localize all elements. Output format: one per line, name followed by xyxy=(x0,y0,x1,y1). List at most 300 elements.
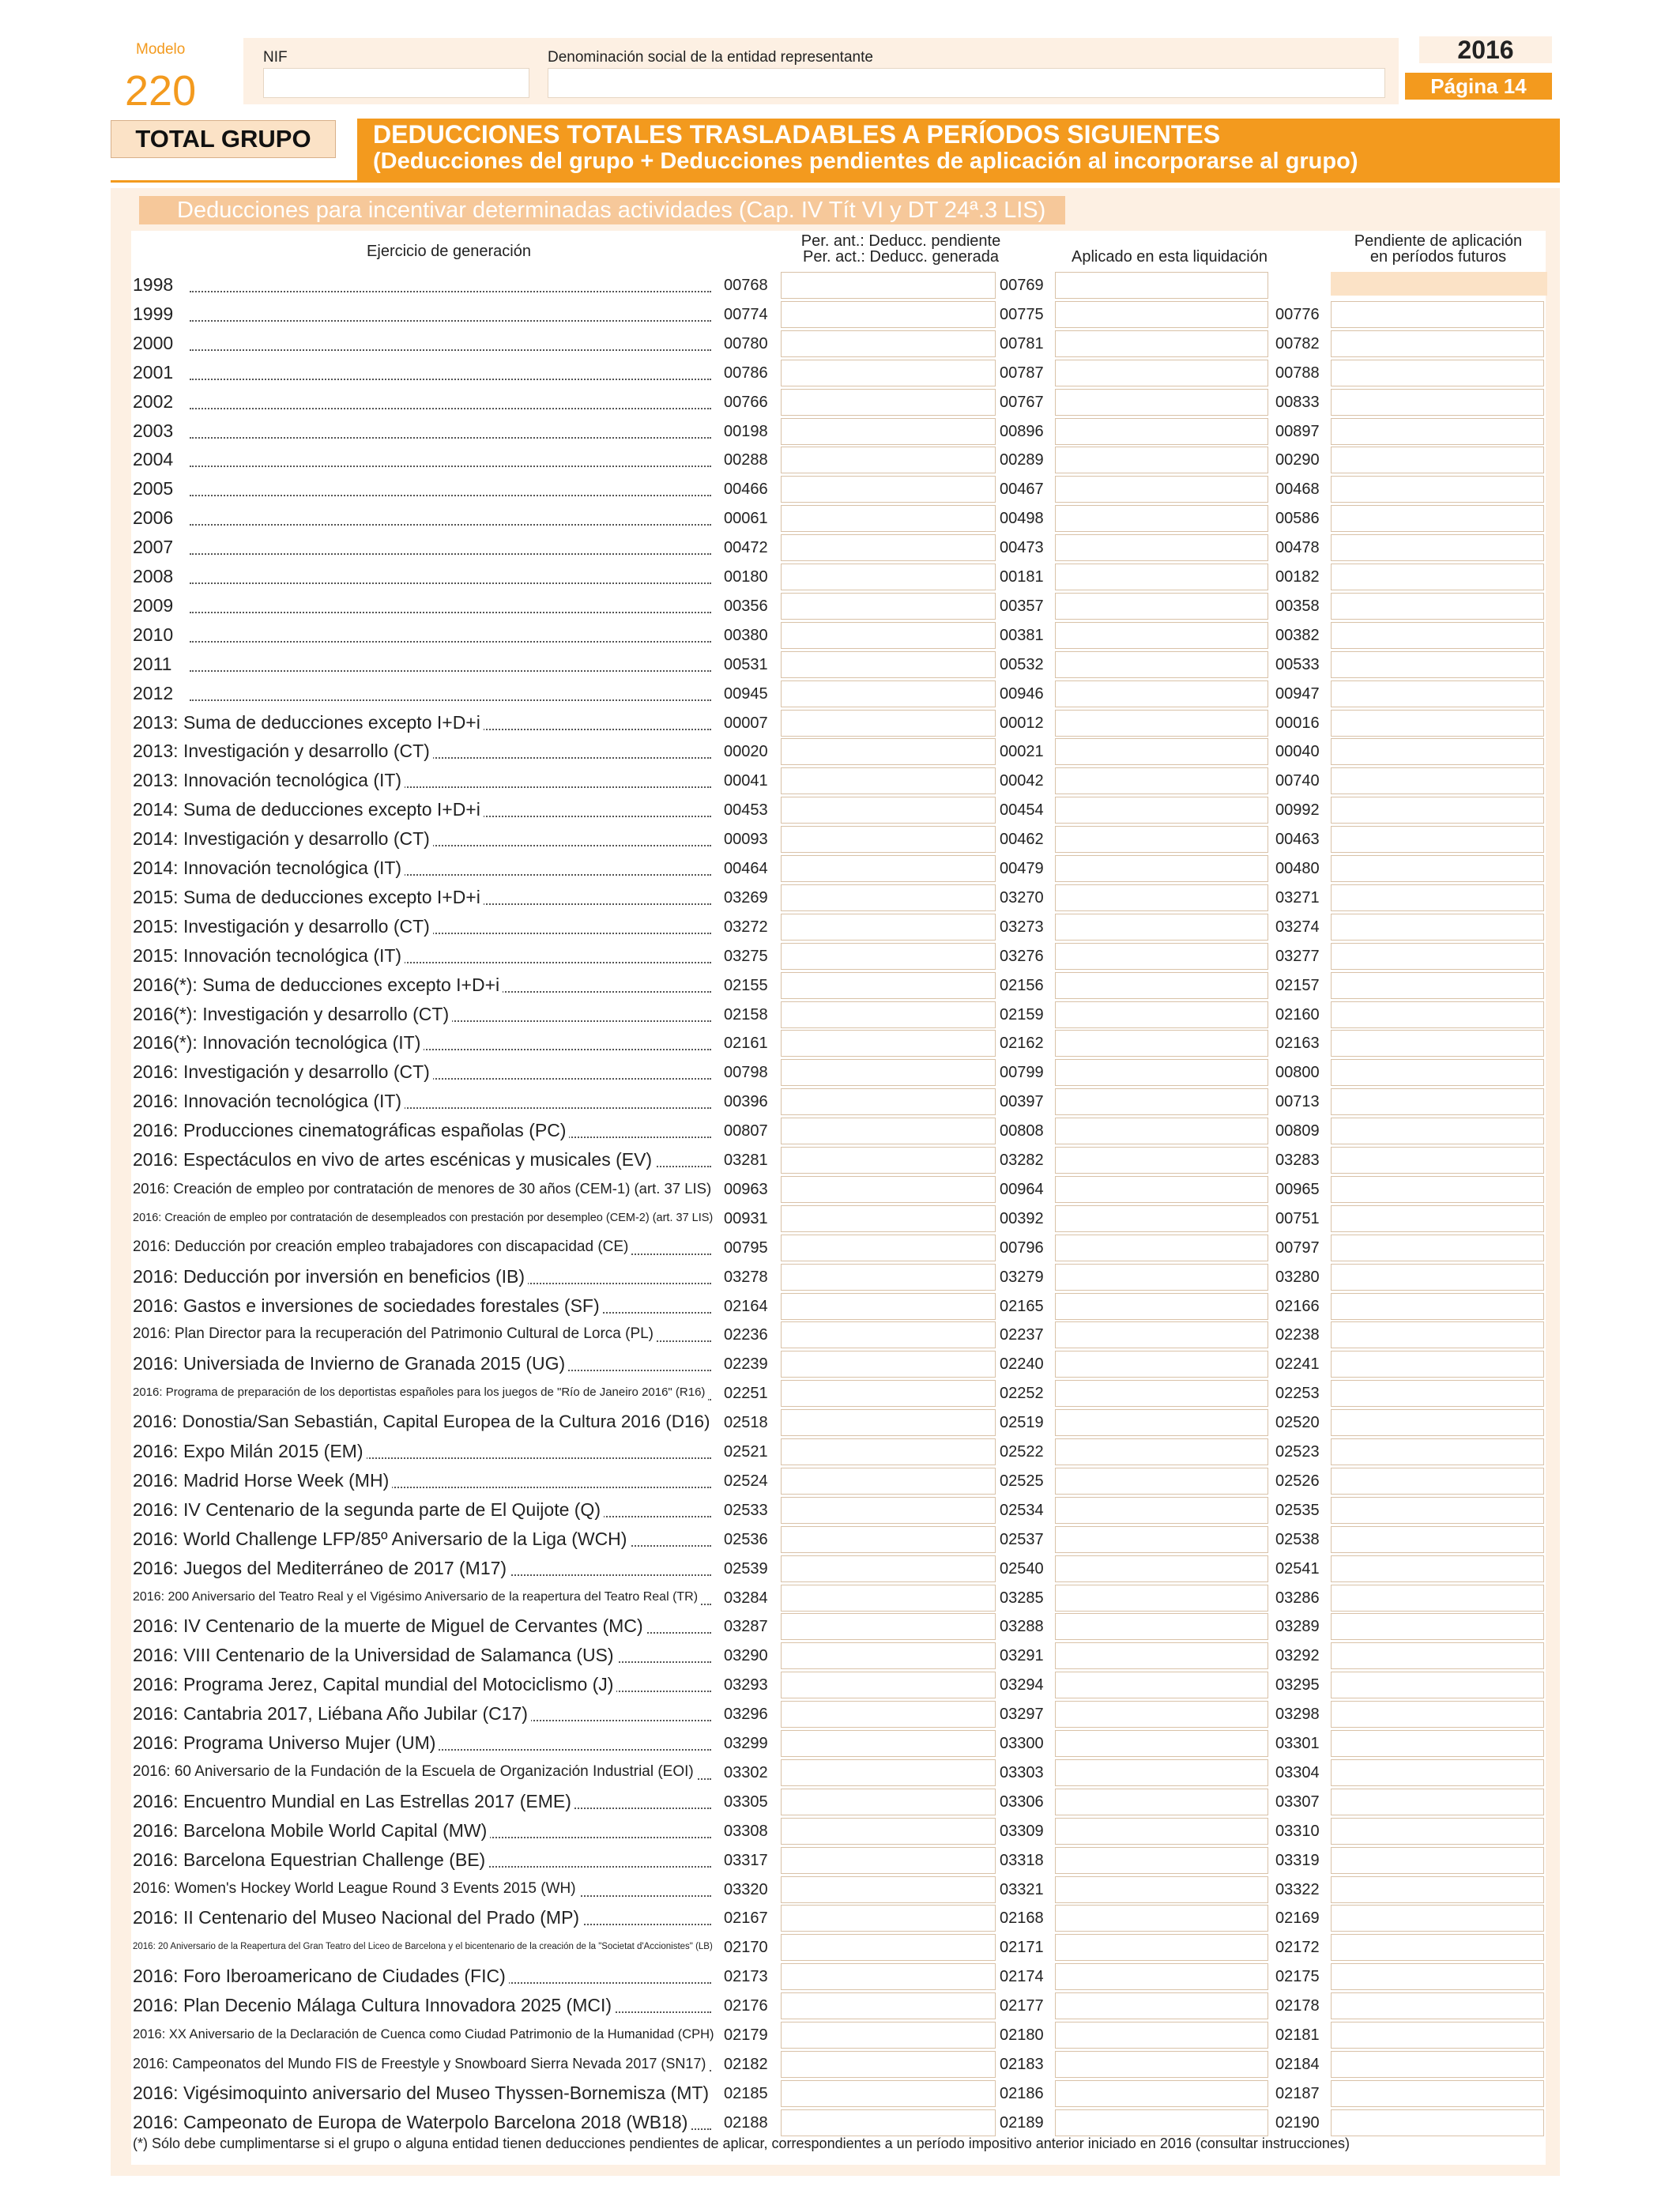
box-code: 03279 xyxy=(1000,1269,1044,1286)
amount-field[interactable] xyxy=(781,1468,996,1495)
amount-field[interactable] xyxy=(1331,505,1544,532)
amount-field[interactable] xyxy=(1331,651,1544,678)
box-code: 02253 xyxy=(1275,1385,1320,1402)
amount-field[interactable] xyxy=(1331,2051,1544,2078)
amount-field[interactable] xyxy=(781,2022,996,2049)
amount-field[interactable] xyxy=(1055,1380,1268,1407)
box-code: 00776 xyxy=(1275,306,1320,323)
amount-field[interactable] xyxy=(1055,593,1268,620)
amount-field[interactable] xyxy=(1055,1351,1268,1378)
box-code: 03302 xyxy=(724,1764,768,1781)
amount-field[interactable] xyxy=(1331,943,1544,970)
row-label: 2016: Campeonato de Europa de Waterpolo Barcelona 2018 (WB18) xyxy=(133,2113,691,2132)
leader-dots xyxy=(190,612,711,613)
amount-field[interactable] xyxy=(781,418,996,445)
amount-field[interactable] xyxy=(1055,272,1268,299)
denominacion-label: Denominación social de la entidad representante xyxy=(548,49,873,66)
amount-field[interactable] xyxy=(1331,1059,1544,1086)
amount-field[interactable] xyxy=(1331,564,1544,590)
row-label: 2016: Barcelona Mobile World Capital (MW) xyxy=(133,1821,490,1840)
amount-field[interactable] xyxy=(781,1876,996,1903)
box-code: 02170 xyxy=(724,1939,768,1956)
amount-field[interactable] xyxy=(1055,1088,1268,1115)
amount-field[interactable] xyxy=(1055,1321,1268,1348)
box-code: 03303 xyxy=(1000,1764,1044,1781)
amount-field[interactable] xyxy=(1055,1147,1268,1174)
amount-field[interactable] xyxy=(1331,1147,1544,1174)
amount-field[interactable] xyxy=(781,1205,996,1232)
amount-field[interactable] xyxy=(781,1059,996,1086)
amount-field[interactable] xyxy=(781,884,996,911)
amount-field[interactable] xyxy=(1331,1759,1544,1786)
amount-field[interactable] xyxy=(781,2109,996,2136)
row-label: 2015: Suma de deducciones excepto I+D+i xyxy=(133,888,484,907)
amount-field[interactable] xyxy=(781,389,996,416)
amount-field[interactable] xyxy=(1055,767,1268,794)
amount-field[interactable] xyxy=(1055,1905,1268,1932)
row-label: 2016: Deducción por inversión en beneficios (IB) xyxy=(133,1267,528,1286)
amount-field[interactable] xyxy=(781,1088,996,1115)
amount-field[interactable] xyxy=(781,1235,996,1261)
box-code: 03304 xyxy=(1275,1764,1320,1781)
box-code: 03297 xyxy=(1000,1706,1044,1723)
amount-field[interactable] xyxy=(781,1293,996,1320)
amount-field[interactable] xyxy=(1331,1992,1544,2019)
box-code: 03284 xyxy=(724,1589,768,1607)
leader-dots xyxy=(190,349,711,351)
amount-field[interactable] xyxy=(1055,1585,1268,1612)
amount-field[interactable] xyxy=(781,855,996,882)
amount-field[interactable] xyxy=(781,1642,996,1669)
box-code: 00833 xyxy=(1275,394,1320,411)
amount-field[interactable] xyxy=(1331,1789,1544,1815)
box-code: 03286 xyxy=(1275,1589,1320,1607)
amount-field[interactable] xyxy=(1055,1963,1268,1990)
box-code: 00392 xyxy=(1000,1210,1044,1227)
box-code: 03293 xyxy=(724,1676,768,1694)
row-label: 2016: Innovación tecnológica (IT) xyxy=(133,1091,405,1110)
box-code: 00472 xyxy=(724,539,768,556)
amount-field[interactable] xyxy=(1331,826,1544,853)
row-label: 2003 xyxy=(133,421,176,440)
amount-field[interactable] xyxy=(1055,1438,1268,1465)
box-code: 02239 xyxy=(724,1355,768,1373)
amount-field[interactable] xyxy=(781,1409,996,1436)
amount-field[interactable] xyxy=(1331,1088,1544,1115)
box-code: 00897 xyxy=(1275,423,1320,440)
amount-field[interactable] xyxy=(781,1321,996,1348)
leader-dots xyxy=(190,466,711,467)
box-code: 00766 xyxy=(724,394,768,411)
box-code: 02165 xyxy=(1000,1298,1044,1315)
amount-field[interactable] xyxy=(1331,1351,1544,1378)
amount-field[interactable] xyxy=(781,1497,996,1524)
box-code: 03294 xyxy=(1000,1676,1044,1694)
amount-field[interactable] xyxy=(1055,651,1268,678)
amount-field[interactable] xyxy=(1331,1701,1544,1728)
row-label: 2014: Innovación tecnológica (IT) xyxy=(133,858,405,877)
box-code: 00181 xyxy=(1000,568,1044,586)
row-label: 2016: Expo Milán 2015 (EM) xyxy=(133,1442,367,1461)
amount-field[interactable] xyxy=(1055,1059,1268,1086)
row-label: 2016: Producciones cinematográficas españolas (PC) xyxy=(133,1121,569,1140)
box-code: 02538 xyxy=(1275,1531,1320,1548)
amount-field[interactable] xyxy=(781,1264,996,1291)
amount-field[interactable] xyxy=(1055,680,1268,707)
amount-field[interactable] xyxy=(1331,710,1544,737)
modelo-label: Modelo xyxy=(136,41,186,58)
box-code: 00381 xyxy=(1000,627,1044,644)
box-code: 00358 xyxy=(1275,598,1320,615)
amount-field[interactable] xyxy=(781,1001,996,1028)
box-code: 00947 xyxy=(1275,685,1320,703)
amount-field[interactable] xyxy=(1055,1205,1268,1232)
amount-field[interactable] xyxy=(1055,1264,1268,1291)
amount-field[interactable] xyxy=(1055,943,1268,970)
amount-field[interactable] xyxy=(1055,389,1268,416)
amount-field[interactable] xyxy=(1055,1613,1268,1640)
amount-field[interactable] xyxy=(781,272,996,299)
box-code: 02156 xyxy=(1000,977,1044,994)
leader-dots xyxy=(190,379,711,380)
box-code: 02189 xyxy=(1000,2114,1044,2132)
amount-field[interactable] xyxy=(1055,2109,1268,2136)
amount-field[interactable] xyxy=(1331,1468,1544,1495)
box-code: 00040 xyxy=(1275,743,1320,760)
year-badge: 2016 xyxy=(1419,36,1552,63)
amount-field[interactable] xyxy=(1331,972,1544,999)
amount-field[interactable] xyxy=(1331,1380,1544,1407)
amount-field[interactable] xyxy=(1331,360,1544,386)
amount-field[interactable] xyxy=(1055,884,1268,911)
amount-field[interactable] xyxy=(781,767,996,794)
amount-field[interactable] xyxy=(1331,1409,1544,1436)
amount-field[interactable] xyxy=(781,1789,996,1815)
amount-field[interactable] xyxy=(1055,1555,1268,1582)
box-code: 03285 xyxy=(1000,1589,1044,1607)
box-code: 02160 xyxy=(1275,1006,1320,1023)
box-code: 02155 xyxy=(724,977,768,994)
amount-field[interactable] xyxy=(781,943,996,970)
amount-field[interactable] xyxy=(1055,1934,1268,1961)
amount-field[interactable] xyxy=(1055,301,1268,328)
amount-field[interactable] xyxy=(1331,1526,1544,1553)
box-code: 00464 xyxy=(724,860,768,877)
amount-field[interactable] xyxy=(1331,1613,1544,1640)
amount-field[interactable] xyxy=(1055,914,1268,941)
row-label: 2005 xyxy=(133,479,176,498)
denominacion-field[interactable] xyxy=(548,68,1385,98)
box-code: 00021 xyxy=(1000,743,1044,760)
amount-field[interactable] xyxy=(1055,360,1268,386)
amount-field[interactable] xyxy=(781,738,996,765)
amount-field[interactable] xyxy=(1055,330,1268,357)
amount-field[interactable] xyxy=(781,680,996,707)
amount-field[interactable] xyxy=(1331,855,1544,882)
box-code: 03299 xyxy=(724,1735,768,1752)
amount-field[interactable] xyxy=(1331,1321,1544,1348)
box-code: 03317 xyxy=(724,1852,768,1869)
amount-field[interactable] xyxy=(1055,476,1268,503)
amount-field[interactable] xyxy=(781,1934,996,1961)
amount-field[interactable] xyxy=(1055,1468,1268,1495)
amount-field[interactable] xyxy=(1055,2051,1268,2078)
amount-field[interactable] xyxy=(781,593,996,620)
amount-field[interactable] xyxy=(1331,622,1544,649)
amount-field[interactable] xyxy=(781,1992,996,2019)
box-code: 03269 xyxy=(724,889,768,907)
amount-field[interactable] xyxy=(1055,1118,1268,1144)
box-code: 00020 xyxy=(724,743,768,760)
box-code: 00809 xyxy=(1275,1122,1320,1140)
amount-field[interactable] xyxy=(1055,1293,1268,1320)
amount-field[interactable] xyxy=(1055,2022,1268,2049)
box-code: 00042 xyxy=(1000,772,1044,790)
amount-field[interactable] xyxy=(781,1030,996,1057)
col-header-ejercicio: Ejercicio de generación xyxy=(367,243,531,260)
amount-field[interactable] xyxy=(1055,1001,1268,1028)
amount-field[interactable] xyxy=(1331,2022,1544,2049)
amount-field[interactable] xyxy=(781,710,996,737)
amount-field[interactable] xyxy=(781,1118,996,1144)
amount-field[interactable] xyxy=(781,1613,996,1640)
amount-field[interactable] xyxy=(1055,1497,1268,1524)
box-code: 00945 xyxy=(724,685,768,703)
box-code: 02541 xyxy=(1275,1560,1320,1578)
amount-field[interactable] xyxy=(781,1759,996,1786)
amount-field[interactable] xyxy=(781,360,996,386)
amount-field[interactable] xyxy=(781,1176,996,1203)
box-code: 00946 xyxy=(1000,685,1044,703)
amount-field[interactable] xyxy=(781,797,996,824)
box-code: 00288 xyxy=(724,451,768,469)
col-header-pendiente-2: Per. act.: Deducc. generada xyxy=(803,248,999,266)
amount-field[interactable] xyxy=(781,301,996,328)
row-label: 2015: Investigación y desarrollo (CT) xyxy=(133,917,433,936)
box-code: 02171 xyxy=(1000,1939,1044,1956)
amount-field[interactable] xyxy=(1331,1905,1544,1932)
amount-field[interactable] xyxy=(1331,534,1544,561)
nif-field[interactable] xyxy=(263,68,529,98)
amount-field[interactable] xyxy=(1331,1963,1544,1990)
leader-dots xyxy=(190,699,711,701)
box-code: 03276 xyxy=(1000,948,1044,965)
amount-field[interactable] xyxy=(1055,564,1268,590)
amount-field[interactable] xyxy=(1331,767,1544,794)
amount-field[interactable] xyxy=(1055,622,1268,649)
amount-field[interactable] xyxy=(781,505,996,532)
row-label: 2006 xyxy=(133,508,176,527)
amount-field[interactable] xyxy=(1055,972,1268,999)
amount-field[interactable] xyxy=(781,1526,996,1553)
amount-field[interactable] xyxy=(1055,855,1268,882)
amount-field[interactable] xyxy=(1331,418,1544,445)
amount-field[interactable] xyxy=(1055,797,1268,824)
box-code: 02252 xyxy=(1000,1385,1044,1402)
amount-field[interactable] xyxy=(1331,1438,1544,1465)
amount-field[interactable] xyxy=(1331,1585,1544,1612)
amount-field[interactable] xyxy=(1331,1293,1544,1320)
amount-field[interactable] xyxy=(1331,1030,1544,1057)
amount-field[interactable] xyxy=(1331,2109,1544,2136)
amount-field[interactable] xyxy=(1331,1497,1544,1524)
amount-field[interactable] xyxy=(781,1585,996,1612)
amount-field[interactable] xyxy=(1055,1642,1268,1669)
box-code: 02168 xyxy=(1000,1909,1044,1927)
amount-field[interactable] xyxy=(1331,389,1544,416)
box-code: 02521 xyxy=(724,1443,768,1461)
amount-field[interactable] xyxy=(1331,2080,1544,2107)
amount-field[interactable] xyxy=(781,1730,996,1757)
amount-field[interactable] xyxy=(1055,710,1268,737)
amount-field[interactable] xyxy=(781,1701,996,1728)
amount-field[interactable] xyxy=(781,1555,996,1582)
box-code: 03321 xyxy=(1000,1881,1044,1898)
amount-field[interactable] xyxy=(781,622,996,649)
amount-field[interactable] xyxy=(1055,738,1268,765)
amount-field[interactable] xyxy=(1055,505,1268,532)
box-code: 03300 xyxy=(1000,1735,1044,1752)
row-label: 2016: 200 Aniversario del Teatro Real y el Vigésimo Aniversario de la reapertura del Teatro Real (TR) xyxy=(133,1588,701,1607)
amount-field[interactable] xyxy=(1055,534,1268,561)
amount-field[interactable] xyxy=(1331,1235,1544,1261)
box-code: 00380 xyxy=(724,627,768,644)
amount-field[interactable] xyxy=(1055,1876,1268,1903)
amount-field[interactable] xyxy=(1055,1701,1268,1728)
amount-field[interactable] xyxy=(1331,1555,1544,1582)
amount-field[interactable] xyxy=(1055,1235,1268,1261)
section-title: Deducciones para incentivar determinadas actividades (Cap. IV Tít VI y DT 24ª.3 LIS) xyxy=(139,196,1065,224)
col-header-aplicado: Aplicado en esta liquidación xyxy=(1072,248,1268,266)
amount-field[interactable] xyxy=(1055,1789,1268,1815)
box-code: 03270 xyxy=(1000,889,1044,907)
row-label: 2004 xyxy=(133,450,176,469)
amount-field[interactable] xyxy=(1331,1642,1544,1669)
amount-field[interactable] xyxy=(781,1818,996,1845)
leader-dots xyxy=(190,641,711,643)
amount-field[interactable] xyxy=(1055,1672,1268,1698)
amount-field[interactable] xyxy=(1055,826,1268,853)
amount-field[interactable] xyxy=(1055,1526,1268,1553)
box-code: 02236 xyxy=(724,1326,768,1344)
amount-field[interactable] xyxy=(1331,1876,1544,1903)
amount-field[interactable] xyxy=(1331,1730,1544,1757)
box-code: 02540 xyxy=(1000,1560,1044,1578)
row-label: 2008 xyxy=(133,567,176,586)
row-label: 2016: Donostia/San Sebastián, Capital Europea de la Cultura 2016 (D16) xyxy=(133,1412,713,1431)
amount-field[interactable] xyxy=(781,914,996,941)
box-code: 02186 xyxy=(1000,2085,1044,2102)
box-code: 02537 xyxy=(1000,1531,1044,1548)
amount-field[interactable] xyxy=(781,564,996,590)
amount-field[interactable] xyxy=(781,1847,996,1874)
divider xyxy=(111,180,1560,183)
amount-field[interactable] xyxy=(1055,418,1268,445)
box-code: 02535 xyxy=(1275,1502,1320,1519)
amount-field[interactable] xyxy=(1055,2080,1268,2107)
row-label: 2016: Creación de empleo por contratación de menores de 30 años (CEM-1) (art. 37 LIS) xyxy=(133,1179,714,1198)
amount-field[interactable] xyxy=(781,330,996,357)
amount-field[interactable] xyxy=(1055,1176,1268,1203)
box-code: 00786 xyxy=(724,364,768,382)
amount-field[interactable] xyxy=(781,1672,996,1698)
amount-field[interactable] xyxy=(1331,1672,1544,1698)
amount-field[interactable] xyxy=(1331,447,1544,473)
box-code: 00992 xyxy=(1275,801,1320,819)
amount-field[interactable] xyxy=(781,1147,996,1174)
amount-field[interactable] xyxy=(1331,1176,1544,1203)
box-code: 03306 xyxy=(1000,1793,1044,1811)
amount-field[interactable] xyxy=(1331,680,1544,707)
box-code: 02536 xyxy=(724,1531,768,1548)
amount-field[interactable] xyxy=(1055,1847,1268,1874)
amount-field[interactable] xyxy=(1331,1934,1544,1961)
amount-field[interactable] xyxy=(1331,1118,1544,1144)
amount-field[interactable] xyxy=(781,1438,996,1465)
amount-field[interactable] xyxy=(781,826,996,853)
amount-field[interactable] xyxy=(781,651,996,678)
amount-field[interactable] xyxy=(781,1380,996,1407)
amount-field[interactable] xyxy=(1331,1847,1544,1874)
box-code: 03282 xyxy=(1000,1152,1044,1169)
amount-field[interactable] xyxy=(781,2051,996,2078)
box-code: 02526 xyxy=(1275,1472,1320,1490)
amount-field[interactable] xyxy=(781,447,996,473)
box-code: 03298 xyxy=(1275,1706,1320,1723)
box-code: 00796 xyxy=(1000,1239,1044,1257)
amount-field[interactable] xyxy=(1331,914,1544,941)
amount-field[interactable] xyxy=(1331,1001,1544,1028)
amount-field[interactable] xyxy=(1055,1030,1268,1057)
box-code: 03291 xyxy=(1000,1647,1044,1664)
box-code: 00964 xyxy=(1000,1181,1044,1198)
amount-field[interactable] xyxy=(1055,1992,1268,2019)
box-code: 02177 xyxy=(1000,1997,1044,2015)
amount-field[interactable] xyxy=(1055,1730,1268,1757)
amount-field[interactable] xyxy=(1331,593,1544,620)
amount-field[interactable] xyxy=(1331,330,1544,357)
amount-field[interactable] xyxy=(781,534,996,561)
amount-field[interactable] xyxy=(1331,1264,1544,1291)
amount-field[interactable] xyxy=(781,2080,996,2107)
amount-field[interactable] xyxy=(1055,447,1268,473)
box-code: 00498 xyxy=(1000,510,1044,527)
amount-field[interactable] xyxy=(1331,476,1544,503)
amount-field[interactable] xyxy=(1055,1818,1268,1845)
row-label: 2016: Plan Director para la recuperación del Patrimonio Cultural de Lorca (PL) xyxy=(133,1325,657,1344)
amount-field[interactable] xyxy=(1055,1409,1268,1436)
amount-field[interactable] xyxy=(1331,1818,1544,1845)
box-code: 02525 xyxy=(1000,1472,1044,1490)
amount-field[interactable] xyxy=(1331,301,1544,328)
row-label: 2016: Programa Jerez, Capital mundial del Motociclismo (J) xyxy=(133,1675,616,1694)
amount-field[interactable] xyxy=(781,972,996,999)
amount-field[interactable] xyxy=(1055,1759,1268,1786)
amount-field[interactable] xyxy=(1331,884,1544,911)
box-code: 02533 xyxy=(724,1502,768,1519)
row-label: 1999 xyxy=(133,304,176,323)
amount-field[interactable] xyxy=(781,1351,996,1378)
box-code: 03322 xyxy=(1275,1881,1320,1898)
leader-dots xyxy=(190,495,711,496)
amount-field[interactable] xyxy=(781,476,996,503)
amount-field[interactable] xyxy=(1331,738,1544,765)
amount-field[interactable] xyxy=(781,1963,996,1990)
amount-field[interactable] xyxy=(1331,797,1544,824)
box-code: 03289 xyxy=(1275,1618,1320,1635)
amount-field[interactable] xyxy=(1331,1205,1544,1232)
amount-field[interactable] xyxy=(781,1905,996,1932)
